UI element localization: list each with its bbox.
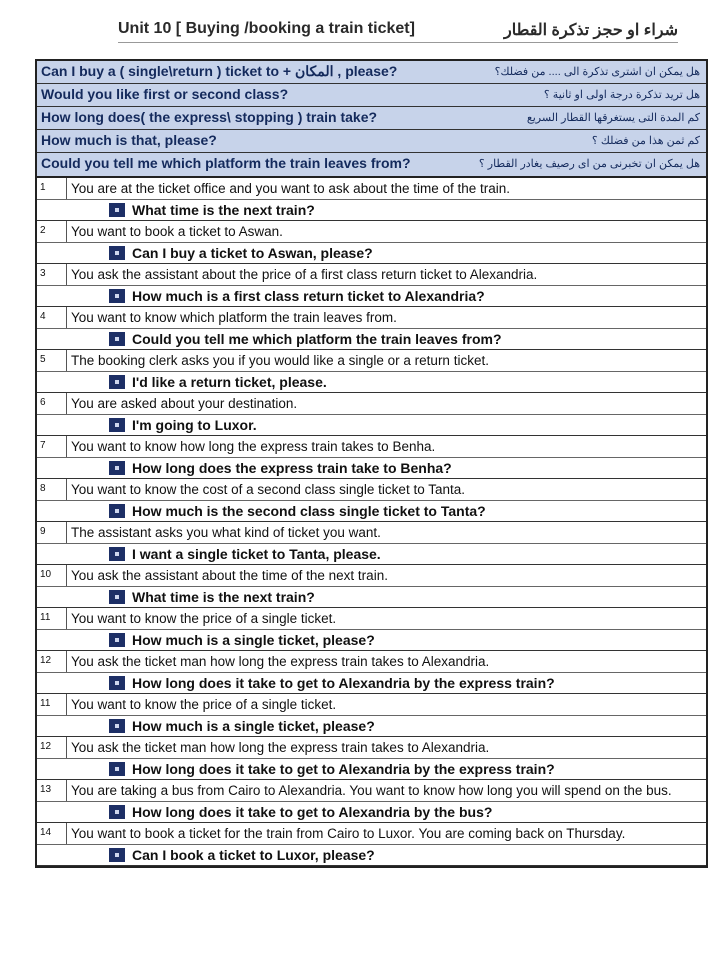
item-number: 11 [37,694,67,715]
situation-text: The assistant asks you what kind of ticket you want. [71,525,381,540]
answer-text: How much is a single ticket, please? [132,718,375,734]
item-number: 14 [37,823,67,844]
situation-row [37,393,706,415]
answer-row [37,544,706,565]
answer-row [37,673,706,694]
phrase-english: Could you tell me which platform the train leaves from? [41,155,411,171]
answer-row [37,587,706,608]
title-english: Unit 10 [ Buying /booking a train ticket] [118,20,415,37]
bullet-square-icon [109,332,125,346]
bullet-square-icon [109,289,125,303]
answer-text: Can I buy a ticket to Aswan, please? [132,245,373,261]
answer-row [37,243,706,264]
answer-text: I'm going to Luxor. [132,417,257,433]
situation-row [37,694,706,716]
situation-row [37,264,706,286]
answer-text: How long does it take to get to Alexandria by the express train? [132,675,555,691]
answer-row [37,716,706,737]
phrase-arabic: كم المدة التى يستغرقها القطار السريع [526,112,700,124]
bullet-square-icon [109,461,125,475]
answer-row [37,372,706,393]
phrase-row [37,61,706,84]
situation-text: You want to know the price of a single ticket. [71,697,337,712]
answer-row [37,329,706,350]
situation-row [37,780,706,802]
item-number: 10 [37,565,67,586]
situation-row [37,350,706,372]
item-number: 2 [37,221,67,242]
bullet-square-icon [109,418,125,432]
situation-text: You ask the assistant about the time of the next train. [71,568,388,583]
item-number: 9 [37,522,67,543]
item-number: 1 [37,178,67,199]
situation-text: You want to know the cost of a second class single ticket to Tanta. [71,482,465,497]
item-number: 12 [37,651,67,672]
answer-row [37,458,706,479]
bullet-square-icon [109,719,125,733]
bullet-square-icon [109,676,125,690]
situation-row [37,178,706,200]
situation-text: You are at the ticket office and you want to ask about the time of the train. [71,181,511,196]
situation-row [37,522,706,544]
situation-text: The booking clerk asks you if you would like a single or a return ticket. [71,353,489,368]
situation-row [37,479,706,501]
item-number: 12 [37,737,67,758]
phrase-row [37,130,706,153]
answer-row [37,415,706,436]
bullet-square-icon [109,762,125,776]
item-number: 13 [37,780,67,801]
situation-text: You ask the ticket man how long the express train takes to Alexandria. [71,740,490,755]
situation-text: You want to book a ticket to Aswan. [71,224,283,239]
bullet-square-icon [109,805,125,819]
item-number: 3 [37,264,67,285]
item-number: 8 [37,479,67,500]
situation-text: You are taking a bus from Cairo to Alexandria. You want to know how long you will spend on the bus. [71,783,672,798]
phrase-english: How much is that, please? [41,132,217,148]
phrase-arabic: هل تريد تذكرة درجة اولى او ثانية ؟ [543,89,700,101]
bullet-square-icon [109,848,125,862]
situation-text: You ask the assistant about the price of a first class return ticket to Alexandria. [71,267,538,282]
phrase-row [37,107,706,130]
situation-text: You want to know the price of a single ticket. [71,611,337,626]
situation-row [37,737,706,759]
phrase-row [37,153,706,176]
answer-row [37,802,706,823]
answer-text: How much is a single ticket, please? [132,632,375,648]
answer-row [37,200,706,221]
phrase-english: Would you like first or second class? [41,86,289,102]
phrase-arabic: هل يمكن ان تخبرنى من اى رصيف يغادر القطار ؟ [478,158,700,170]
situation-text: You want to know which platform the train leaves from. [71,310,397,325]
bullet-square-icon [109,375,125,389]
answer-text: Could you tell me which platform the train leaves from? [132,331,502,347]
bullet-square-icon [109,633,125,647]
bullet-square-icon [109,590,125,604]
item-number: 5 [37,350,67,371]
answer-text: How long does it take to get to Alexandria by the express train? [132,761,555,777]
situation-row [37,565,706,587]
answer-text: How much is the second class single ticket to Tanta? [132,503,486,519]
answer-text: Can I book a ticket to Luxor, please? [132,847,375,863]
bullet-square-icon [109,246,125,260]
situation-text: You ask the ticket man how long the express train takes to Alexandria. [71,654,490,669]
situation-row [37,651,706,673]
answer-row [37,286,706,307]
page-title [118,18,678,43]
situation-text: You are asked about your destination. [71,396,298,411]
answer-row [37,630,706,651]
answer-text: How long does it take to get to Alexandria by the bus? [132,804,493,820]
bullet-square-icon [109,547,125,561]
answer-text: I want a single ticket to Tanta, please. [132,546,381,562]
item-number: 6 [37,393,67,414]
key-phrases [37,61,706,178]
phrase-english: How long does( the express\ stopping ) train take? [41,109,378,125]
situation-row [37,307,706,329]
worksheet-table [35,59,708,868]
phrase-arabic: كم ثمن هذا من فضلك ؟ [591,135,700,147]
item-number: 4 [37,307,67,328]
title-arabic: شراء او حجز تذكرة القطار [503,22,678,39]
item-number: 7 [37,436,67,457]
phrase-row [37,84,706,107]
answer-text: What time is the next train? [132,589,315,605]
exercise-list [37,178,706,866]
answer-row [37,759,706,780]
situation-row [37,436,706,458]
situation-text: You want to know how long the express train takes to Benha. [71,439,436,454]
situation-text: You want to book a ticket for the train from Cairo to Luxor. You are coming back on Thursday. [71,826,626,841]
situation-row [37,221,706,243]
answer-text: How much is a first class return ticket to Alexandria? [132,288,485,304]
answer-text: I'd like a return ticket, please. [132,374,327,390]
bullet-square-icon [109,504,125,518]
situation-row [37,608,706,630]
situation-row [37,823,706,845]
phrase-arabic: هل يمكن ان اشترى تذكرة الى .... من فضلك؟ [494,66,700,78]
phrase-english: Can I buy a ( single\return ) ticket to + المكان , please? [41,63,398,79]
item-number: 11 [37,608,67,629]
answer-row [37,501,706,522]
answer-text: How long does the express train take to Benha? [132,460,452,476]
bullet-square-icon [109,203,125,217]
answer-row [37,845,706,866]
answer-text: What time is the next train? [132,202,315,218]
